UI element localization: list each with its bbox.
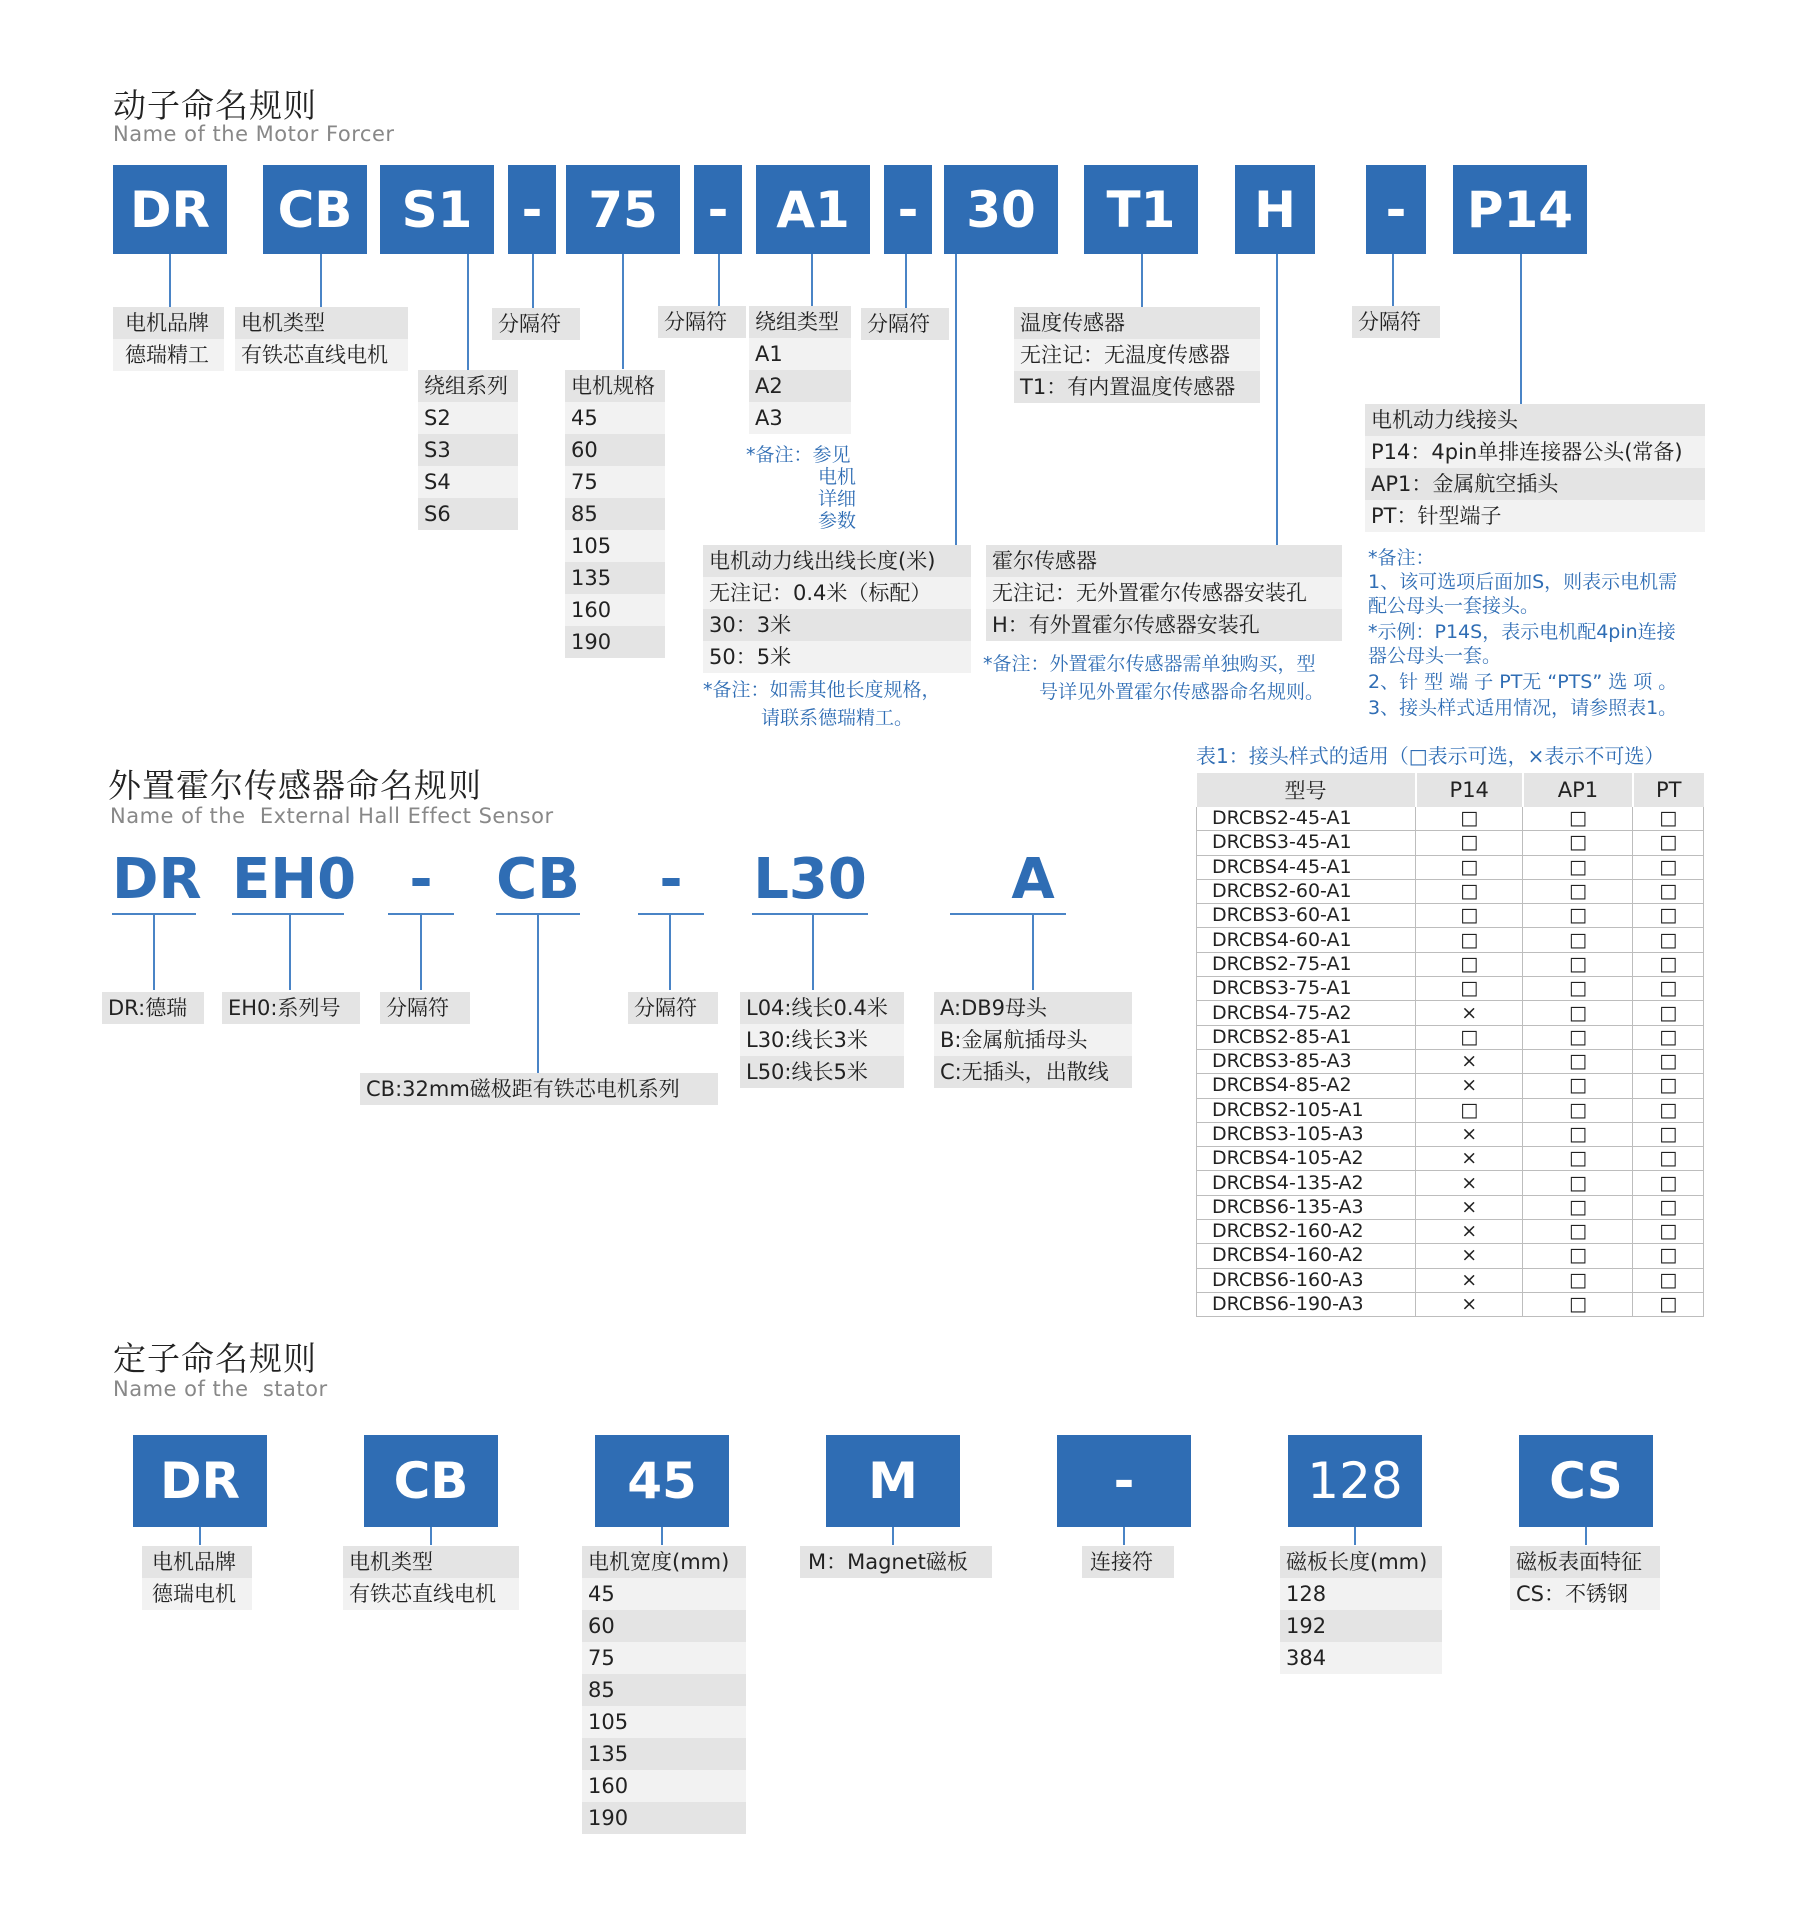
table-cell-option: □ [1633,1171,1704,1195]
cable-len-note-1: *备注：如需其他长度规格， [703,679,941,701]
motor-type-title: 电机类型 [241,311,325,335]
line [1141,254,1143,307]
stator-width-item: 75 [582,1642,746,1674]
winding-series-item: S3 [418,434,518,466]
stator-brand-title: 电机品牌 [142,1546,252,1578]
connector-note-6: 2、针 型 端 子 PT无 “PTS” 选 项 。 [1368,671,1678,693]
winding-series-title: 绕组系列 [418,370,518,402]
winding-type-note-3: 详细 [818,488,857,510]
table-cell-model: DRCBS2-75-A1 [1197,952,1416,976]
hall-code-eh0: EH0 [232,847,357,912]
table-cell-option: □ [1523,1244,1633,1268]
table-cell-model: DRCBS4-60-A1 [1197,928,1416,952]
stator-width-item: 190 [582,1802,746,1834]
motor-sep1-label: 分隔符 [492,308,580,340]
motor-code-cb: CB [263,165,367,254]
motor-code-dr: DR [113,165,227,254]
motor-code-a1: A1 [756,165,870,254]
table-cell-option: □ [1416,855,1523,879]
winding-series-item: S4 [418,466,518,498]
stator-surface-title: 磁板表面特征 [1510,1546,1660,1578]
spec-item: 75 [565,466,665,498]
table-cell-option: □ [1523,1001,1633,1025]
winding-type-title: 绕组类型 [749,306,851,338]
table-cell-option: □ [1633,977,1704,1001]
table-row [1197,1147,1704,1171]
spec-item: 85 [565,498,665,530]
stator-type-value: 有铁芯直线电机 [343,1578,519,1610]
spec-title: 电机规格 [565,370,665,402]
table-cell-option: × [1416,1147,1523,1171]
line [1123,1527,1125,1545]
table-row [1197,831,1704,855]
temp-title: 温度传感器 [1014,307,1260,339]
line [669,915,671,990]
table-row [1197,1122,1704,1146]
line [718,254,720,309]
spec-item: 160 [565,594,665,626]
table-cell-option: □ [1633,1292,1704,1316]
line [199,1527,201,1545]
stator-code-sep: - [1057,1435,1191,1527]
motor-code-75: 75 [566,165,680,254]
cable-len-item: 50：5米 [703,641,971,673]
table-cell-option: × [1416,1244,1523,1268]
hall-section-subtitle: Name of the External Hall Effect Sensor [110,804,554,828]
table-cell-option: □ [1633,807,1704,831]
connector-box [1365,404,1705,532]
table-cell-model: DRCBS4-135-A2 [1197,1171,1416,1195]
table-cell-option: □ [1523,1049,1633,1073]
table-cell-option: □ [1416,1025,1523,1049]
table-cell-model: DRCBS3-75-A1 [1197,977,1416,1001]
connector-note-5: 器公母头一套。 [1368,645,1502,667]
table-cell-option: □ [1633,1025,1704,1049]
temp-item: 无注记：无温度传感器 [1014,339,1260,371]
motor-code-sep1: - [508,165,556,254]
table-cell-option: × [1416,1195,1523,1219]
hall-code-sep2: - [659,847,683,912]
stator-width-item: 135 [582,1738,746,1770]
temp-box [1014,307,1260,403]
table-row [1197,1025,1704,1049]
motor-sep4-label: 分隔符 [1352,306,1440,338]
line [420,915,422,990]
table-cell-option: □ [1633,928,1704,952]
table-cell-option: × [1416,1292,1523,1316]
table-row [1197,1220,1704,1244]
spec-item: 105 [565,530,665,562]
connector-note-4: *示例：P14S，表示电机配4pin连接 [1368,621,1676,643]
hall-item: H：有外置霍尔传感器安装孔 [986,609,1342,641]
line [537,915,539,1073]
underline [638,913,704,915]
motor-brand-box [113,307,224,371]
table-row [1197,1001,1704,1025]
stator-code-cb: CB [364,1435,498,1527]
stator-code-cs: CS [1519,1435,1653,1527]
table-cell-option: × [1416,1001,1523,1025]
connector-note-3: 配公母头一套接头。 [1368,595,1540,617]
line [289,915,291,990]
table-row [1197,1244,1704,1268]
table-cell-option: □ [1523,879,1633,903]
table-row [1197,855,1704,879]
table-cell-option: □ [1523,952,1633,976]
winding-type-note-1: *备注：参见 [746,444,851,466]
table-cell-option: □ [1633,904,1704,928]
hall-code-l30: L30 [753,847,867,912]
stator-length-item: 128 [1280,1578,1442,1610]
line [430,1527,432,1545]
table-header: P14 [1416,773,1523,807]
underline [950,913,1066,915]
stator-code-m: M [826,1435,960,1527]
table-cell-option: □ [1523,1268,1633,1292]
table-cell-option: □ [1416,879,1523,903]
table-cell-model: DRCBS3-45-A1 [1197,831,1416,855]
table-cell-option: □ [1633,831,1704,855]
stator-width-item: 60 [582,1610,746,1642]
motor-code-t1: T1 [1084,165,1198,254]
table-header: PT [1633,773,1704,807]
connector-item: P14：4pin单排连接器公头(常备) [1365,436,1705,468]
motor-code-sep4: - [1366,165,1426,254]
motor-code-sep2: - [694,165,742,254]
motor-type-value: 有铁芯直线电机 [235,339,408,371]
connector-note-7: 3、接头样式适用情况，请参照表1。 [1368,697,1678,719]
motor-code-30: 30 [944,165,1058,254]
table-cell-model: DRCBS4-160-A2 [1197,1244,1416,1268]
cable-len-item: 30：3米 [703,609,971,641]
stator-width-title: 电机宽度(mm) [582,1546,746,1578]
stator-width-box [582,1546,746,1834]
table-cell-model: DRCBS6-160-A3 [1197,1268,1416,1292]
table-cell-option: □ [1416,807,1523,831]
stator-subtitle: Name of the stator [113,1377,328,1401]
hall-box [986,545,1342,641]
table-cell-model: DRCBS2-60-A1 [1197,879,1416,903]
hall-plug-item: C:无插头，出散线 [934,1056,1132,1088]
winding-series-item: S2 [418,402,518,434]
table-row [1197,1171,1704,1195]
table-cell-model: DRCBS2-85-A1 [1197,1025,1416,1049]
table-cell-model: DRCBS6-190-A3 [1197,1292,1416,1316]
hall-length-item: L04:线长0.4米 [740,992,904,1024]
hall-cb: CB:32mm磁极距有铁芯电机系列 [360,1073,718,1105]
motor-sep2-label: 分隔符 [658,306,746,338]
table-row [1197,1195,1704,1219]
table-cell-model: DRCBS4-45-A1 [1197,855,1416,879]
table-cell-option: □ [1633,1049,1704,1073]
table-cell-option: □ [1523,1147,1633,1171]
table-row [1197,904,1704,928]
hall-item: 无注记：无外置霍尔传感器安装孔 [986,577,1342,609]
table-cell-option: □ [1633,952,1704,976]
table-cell-option: × [1416,1268,1523,1292]
table-cell-option: □ [1523,1220,1633,1244]
table-cell-model: DRCBS4-75-A2 [1197,1001,1416,1025]
hall-series: EH0:系列号 [222,992,360,1024]
line [955,254,957,545]
table-cell-option: □ [1633,1244,1704,1268]
table-cell-option: □ [1633,879,1704,903]
table-row [1197,1074,1704,1098]
connector-table [1196,773,1704,1317]
winding-type-item: A3 [749,402,851,434]
table-cell-option: × [1416,1220,1523,1244]
table-cell-option: □ [1523,831,1633,855]
table-cell-option: × [1416,1171,1523,1195]
table-row [1197,807,1704,831]
stator-type-title: 电机类型 [343,1546,519,1578]
table-cell-option: □ [1416,1098,1523,1122]
motor-code-s1: S1 [380,165,494,254]
connector-item: PT：针型端子 [1365,500,1705,532]
connector-item: AP1：金属航空插头 [1365,468,1705,500]
table-cell-option: □ [1633,1220,1704,1244]
motor-title: 动子命名规则 [113,86,317,125]
table-cell-option: □ [1416,904,1523,928]
line [1392,254,1394,307]
cable-len-note-2: 请联系德瑞精工。 [761,707,914,729]
table-cell-option: □ [1633,1098,1704,1122]
table-cell-model: DRCBS2-160-A2 [1197,1220,1416,1244]
table-cell-model: DRCBS3-105-A3 [1197,1122,1416,1146]
hall-length-item: L30:线长3米 [740,1024,904,1056]
table-cell-option: □ [1523,1292,1633,1316]
table-row [1197,1049,1704,1073]
line [1585,1527,1587,1545]
stator-code-128: 128 [1288,1435,1422,1527]
line [467,254,469,370]
hall-plug-item: A:DB9母头 [934,992,1132,1024]
table-cell-option: □ [1416,952,1523,976]
stator-title: 定子命名规则 [113,1339,317,1378]
stator-width-item: 45 [582,1578,746,1610]
table-cell-model: DRCBS2-105-A1 [1197,1098,1416,1122]
stator-length-box [1280,1546,1442,1674]
motor-code-h: H [1235,165,1315,254]
table-row [1197,879,1704,903]
underline [232,913,344,915]
hall-note-2: 号详见外置霍尔传感器命名规则。 [1039,681,1325,703]
hall-code-cb: CB [496,847,580,912]
motor-brand-value: 德瑞精工 [113,339,224,371]
line [622,254,624,369]
spec-item: 45 [565,402,665,434]
table-cell-option: □ [1523,807,1633,831]
stator-surface-box [1510,1546,1660,1610]
table-cell-option: □ [1633,1268,1704,1292]
table-cell-option: × [1416,1074,1523,1098]
table-cell-model: DRCBS4-105-A2 [1197,1147,1416,1171]
stator-magnet: M：Magnet磁板 [800,1546,992,1578]
cable-len-title: 电机动力线出线长度(米) [703,545,971,577]
table-row [1197,1292,1704,1316]
line [1354,1527,1356,1545]
motor-sep3-label: 分隔符 [861,308,949,340]
winding-type-note-4: 参数 [818,510,857,532]
line [320,254,322,307]
cable-len-item: 无注记：0.4米（标配） [703,577,971,609]
table-cell-option: □ [1523,855,1633,879]
hall-title: 霍尔传感器 [986,545,1342,577]
table-cell-option: □ [1633,1001,1704,1025]
spec-item: 190 [565,626,665,658]
stator-connector: 连接符 [1082,1546,1174,1578]
stator-code-dr: DR [133,1435,267,1527]
stator-surface-value: CS：不锈钢 [1510,1578,1660,1610]
table-cell-option: □ [1523,1098,1633,1122]
table-cell-option: □ [1633,1122,1704,1146]
motor-type-box [235,307,408,371]
stator-length-item: 192 [1280,1610,1442,1642]
connector-title: 电机动力线接头 [1365,404,1705,436]
hall-code-sep1: - [409,847,433,912]
motor-code-p14: P14 [1453,165,1587,254]
table-cell-option: □ [1523,977,1633,1001]
connector-note-2: 1、该可选项后面加S，则表示电机需 [1368,571,1678,593]
hall-note-1: *备注：外置霍尔传感器需单独购买，型 [983,653,1316,675]
table-cell-option: □ [1523,1122,1633,1146]
hall-brand: DR:德瑞 [102,992,204,1024]
hall-plug-item: B:金属航插母头 [934,1024,1132,1056]
line [661,1527,663,1545]
line [153,915,155,990]
winding-type-item: A2 [749,370,851,402]
table-cell-option: □ [1633,1195,1704,1219]
stator-length-title: 磁板长度(mm) [1280,1546,1442,1578]
stator-type-box [343,1546,519,1610]
table-cell-model: DRCBS3-85-A3 [1197,1049,1416,1073]
spec-item: 60 [565,434,665,466]
table-row [1197,1098,1704,1122]
hall-sep1: 分隔符 [380,992,470,1024]
line [1032,915,1034,990]
line [892,1527,894,1545]
winding-type-note-2: 电机 [818,466,857,488]
table-cell-option: □ [1523,1171,1633,1195]
line [812,915,814,990]
spec-item: 135 [565,562,665,594]
hall-length-box [740,992,904,1088]
table-cell-option: × [1416,1122,1523,1146]
stator-brand-box [142,1546,252,1610]
table-row [1197,928,1704,952]
table-cell-option: □ [1633,1147,1704,1171]
stator-brand-value: 德瑞电机 [142,1578,252,1610]
table-cell-model: DRCBS4-85-A2 [1197,1074,1416,1098]
table-cell-model: DRCBS6-135-A3 [1197,1195,1416,1219]
table-cell-option: □ [1523,904,1633,928]
motor-code-sep3: - [884,165,932,254]
table-header: 型号 [1197,773,1416,807]
hall-length-item: L50:线长5米 [740,1056,904,1088]
spec-box [565,370,665,658]
stator-width-item: 160 [582,1770,746,1802]
connector-note-1: *备注： [1368,547,1435,569]
table-row [1197,1268,1704,1292]
hall-sep2: 分隔符 [628,992,718,1024]
line [811,254,813,307]
motor-brand-title: 电机品牌 [125,311,209,335]
table-row [1197,977,1704,1001]
underline [752,913,868,915]
table-cell-option: □ [1523,1195,1633,1219]
line [169,254,171,307]
table-cell-option: □ [1633,1074,1704,1098]
table-header-row [1197,773,1704,807]
table-cell-option: □ [1523,1074,1633,1098]
hall-section-title: 外置霍尔传感器命名规则 [108,766,482,805]
table-cell-option: □ [1416,977,1523,1001]
hall-plug-box [934,992,1132,1088]
winding-series-box [418,370,518,530]
temp-item: T1：有内置温度传感器 [1014,371,1260,403]
hall-code-a: A [1011,847,1055,912]
stator-length-item: 384 [1280,1642,1442,1674]
table-cell-option: □ [1523,928,1633,952]
winding-series-item: S6 [418,498,518,530]
stator-width-item: 105 [582,1706,746,1738]
table-cell-option: × [1416,1049,1523,1073]
motor-subtitle: Name of the Motor Forcer [113,122,395,146]
table-cell-option: □ [1523,1025,1633,1049]
winding-type-item: A1 [749,338,851,370]
table-row [1197,952,1704,976]
table-cell-option: □ [1416,928,1523,952]
table-title: 表1：接头样式的适用（□表示可选，×表示不可选） [1196,744,1665,768]
table-cell-option: □ [1633,855,1704,879]
line [1520,254,1522,404]
hall-code-dr: DR [112,847,202,912]
line [532,254,534,309]
line [1276,254,1278,545]
table-header: AP1 [1523,773,1633,807]
table-cell-option: □ [1416,831,1523,855]
stator-code-45: 45 [595,1435,729,1527]
table-cell-model: DRCBS3-60-A1 [1197,904,1416,928]
cable-len-box [703,545,971,673]
stator-width-item: 85 [582,1674,746,1706]
table-cell-model: DRCBS2-45-A1 [1197,807,1416,831]
winding-type-box [749,306,851,434]
line [905,254,907,309]
